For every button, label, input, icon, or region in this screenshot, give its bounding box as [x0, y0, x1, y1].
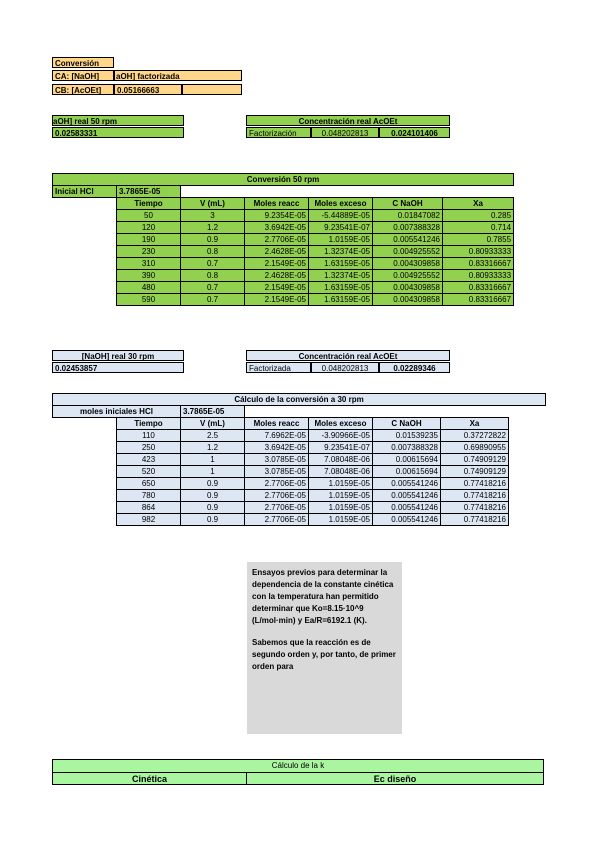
conversion-50-header-row — [53, 198, 514, 210]
note-paragraph-1: Ensayos previos para determinar la dependencia de la constante cinética con la temperatura han permitido determinar que Ko=8.15·10^9 (L/mol·min) y Ea/R=6192.1 (K). — [252, 568, 394, 625]
row-spacer — [509, 478, 546, 490]
table-cell: 2.7706E-05 — [245, 490, 309, 502]
acoet-50-value: 0.024101406 — [379, 127, 450, 138]
table-cell: 1.0159E-05 — [309, 234, 373, 246]
table-cell: 0.9 — [181, 490, 245, 502]
table-cell: 0.80933333 — [443, 246, 514, 258]
table-cell: 7.6962E-05 — [245, 430, 309, 442]
table-cell: 1.0159E-05 — [309, 490, 373, 502]
table-cell: 0.01539235 — [373, 430, 441, 442]
table-cell: 250 — [117, 442, 181, 454]
initial-hcl-value: 3.7865E-05 — [117, 186, 181, 198]
table-cell: 0.37272822 — [441, 430, 509, 442]
table-row — [53, 258, 514, 270]
table-row — [53, 478, 546, 490]
table-cell: 1.63159E-05 — [309, 282, 373, 294]
table-cell: 1 — [181, 466, 245, 478]
row-spacer — [53, 258, 117, 270]
table-cell: 2.1549E-05 — [245, 294, 309, 306]
table-cell: 0.00615694 — [373, 466, 441, 478]
cb-value: 0.05166663 — [114, 84, 182, 95]
table-row — [53, 454, 546, 466]
row-spacer — [53, 490, 117, 502]
table-cell: 0.74909129 — [441, 466, 509, 478]
header-volumen: V (mL) — [181, 198, 245, 210]
row-spacer — [509, 442, 546, 454]
table-cell: 1 — [181, 454, 245, 466]
table-cell: 0.005541246 — [373, 490, 441, 502]
conversion-30-table — [52, 393, 546, 526]
table-cell: 190 — [117, 234, 181, 246]
table-cell: 0.8 — [181, 246, 245, 258]
acoet-30-title: Concentración real AcOEt — [246, 350, 450, 361]
table-cell: 0.004309858 — [373, 294, 443, 306]
table-cell: 423 — [117, 454, 181, 466]
acoet-30-factor: 0.048202813 — [311, 362, 379, 373]
table-cell: 982 — [117, 514, 181, 526]
table-cell: 3.0785E-05 — [245, 466, 309, 478]
acoet-50-title: Concentración real AcOEt — [246, 115, 450, 126]
table-cell: 0.7855 — [443, 234, 514, 246]
row-spacer — [53, 294, 117, 306]
conversion-50-title: Conversión 50 rpm — [53, 174, 514, 186]
table-cell: 230 — [117, 246, 181, 258]
table-row — [53, 246, 514, 258]
conversion-50-table — [52, 173, 514, 306]
table-row — [53, 490, 546, 502]
table-cell: 390 — [117, 270, 181, 282]
table-cell: 0.7 — [181, 294, 245, 306]
row-spacer — [509, 454, 546, 466]
ca-label: CA: [NaOH] — [52, 70, 114, 81]
table-cell: 3.6942E-05 — [245, 222, 309, 234]
table-cell: 9.2354E-05 — [245, 210, 309, 222]
header-moles-reacc: Moles reacc — [245, 198, 309, 210]
table-cell: 1.2 — [181, 442, 245, 454]
table-cell: 1.63159E-05 — [309, 294, 373, 306]
row-spacer — [53, 502, 117, 514]
table-cell: 0.285 — [443, 210, 514, 222]
table-cell: 0.01847082 — [373, 210, 443, 222]
table-cell: 0.80933333 — [443, 270, 514, 282]
table-cell: 0.007388328 — [373, 442, 441, 454]
table-cell: 0.77418216 — [441, 514, 509, 526]
row-spacer — [53, 246, 117, 258]
naoh-30-value: 0.02453857 — [52, 362, 184, 373]
table-cell: 520 — [117, 466, 181, 478]
table-cell: 310 — [117, 258, 181, 270]
table-row — [53, 270, 514, 282]
table-cell: 2.1549E-05 — [245, 258, 309, 270]
table-row — [53, 282, 514, 294]
row-spacer — [509, 490, 546, 502]
table-row — [53, 294, 514, 306]
table-row — [53, 222, 514, 234]
row-spacer — [53, 222, 117, 234]
note-paragraph-2: Sabemos que la reacción es de segundo orden y, por tanto, de primer orden para — [252, 638, 396, 671]
table-cell: 780 — [117, 490, 181, 502]
table-cell: 480 — [117, 282, 181, 294]
row-spacer — [53, 210, 117, 222]
k-calc-section — [52, 759, 544, 785]
table-row — [53, 234, 514, 246]
table-cell: 1.32374E-05 — [309, 270, 373, 282]
table-cell: 0.77418216 — [441, 490, 509, 502]
table-cell: 0.77418216 — [441, 478, 509, 490]
acoet-50-factor: 0.048202813 — [311, 127, 379, 138]
table-cell: 1.0159E-05 — [309, 514, 373, 526]
table-cell: 0.00615694 — [373, 454, 441, 466]
table-cell: 864 — [117, 502, 181, 514]
table-cell: 0.9 — [181, 514, 245, 526]
header-moles-reacc: Moles reacc — [245, 418, 309, 430]
row-spacer — [53, 514, 117, 526]
moles-iniciales-value: 3.7865E-05 — [181, 406, 245, 418]
ca-value: aOH] factorizada — [114, 70, 242, 81]
table-row — [53, 210, 514, 222]
table-row — [53, 430, 546, 442]
table-cell: 0.005541246 — [373, 478, 441, 490]
table-cell: 2.1549E-05 — [245, 282, 309, 294]
header-tiempo: Tiempo — [117, 418, 181, 430]
header-moles-exceso: Moles exceso — [309, 418, 373, 430]
acoet-30-value: 0.02289346 — [379, 362, 450, 373]
k-calc-cinetica: Cinética — [53, 773, 247, 785]
table-cell: 590 — [117, 294, 181, 306]
cb-empty-cell — [182, 84, 242, 95]
table-row — [53, 514, 546, 526]
k-calc-ec-diseno: Ec diseño — [373, 774, 417, 784]
row-spacer — [53, 270, 117, 282]
cb-label: CB: [AcOEt] — [52, 84, 114, 95]
table-row — [53, 502, 546, 514]
table-cell: 0.9 — [181, 502, 245, 514]
row-spacer — [509, 466, 546, 478]
header-moles-exceso: Moles exceso — [309, 198, 373, 210]
row-spacer — [53, 478, 117, 490]
table-cell: 0.74909129 — [441, 454, 509, 466]
table-cell: 0.83316667 — [443, 258, 514, 270]
table-cell: 3 — [181, 210, 245, 222]
acoet-30-label: Factorizada — [246, 362, 311, 373]
moles-iniciales-label: moles iniciales HCl — [53, 406, 181, 418]
table-cell: 0.8 — [181, 270, 245, 282]
table-cell: 3.6942E-05 — [245, 442, 309, 454]
table-cell: 0.83316667 — [443, 294, 514, 306]
table-cell: -3.90966E-05 — [309, 430, 373, 442]
table-cell: 0.005541246 — [373, 234, 443, 246]
table-cell: 0.83316667 — [443, 282, 514, 294]
row-spacer — [53, 466, 117, 478]
table-cell: 1.32374E-05 — [309, 246, 373, 258]
table-cell: 0.9 — [181, 234, 245, 246]
header-c-naoh: C NaOH — [373, 418, 441, 430]
table-row — [53, 466, 546, 478]
table-cell: 110 — [117, 430, 181, 442]
row-spacer — [53, 442, 117, 454]
table-cell: 2.4628E-05 — [245, 270, 309, 282]
table-cell: 2.5 — [181, 430, 245, 442]
table-cell: 0.005541246 — [373, 514, 441, 526]
table-cell: 0.7 — [181, 258, 245, 270]
table-cell: 0.004925552 — [373, 270, 443, 282]
table-cell: 2.7706E-05 — [245, 502, 309, 514]
table-cell: 0.69890955 — [441, 442, 509, 454]
conversion-30-title: Cálculo de la conversión a 30 rpm — [53, 394, 546, 406]
row-spacer — [509, 430, 546, 442]
table-row — [53, 442, 546, 454]
table-cell: 1.63159E-05 — [309, 258, 373, 270]
conversion-30-header-row — [53, 418, 546, 430]
table-cell: 120 — [117, 222, 181, 234]
note-box — [247, 562, 402, 734]
header-tiempo: Tiempo — [117, 198, 181, 210]
header-xa: Xa — [443, 198, 514, 210]
naoh-30-label: [NaOH] real 30 rpm — [52, 350, 184, 361]
table-cell: 0.004309858 — [373, 282, 443, 294]
header-volumen: V (mL) — [181, 418, 245, 430]
table-cell: 3.0785E-05 — [245, 454, 309, 466]
table-cell: 0.005541246 — [373, 502, 441, 514]
table-cell: 7.08048E-06 — [309, 466, 373, 478]
table-cell: 2.4628E-05 — [245, 246, 309, 258]
row-spacer — [53, 430, 117, 442]
header-xa: Xa — [441, 418, 509, 430]
row-spacer — [53, 454, 117, 466]
table-cell: 2.7706E-05 — [245, 514, 309, 526]
table-cell: 1.2 — [181, 222, 245, 234]
table-cell: 0.714 — [443, 222, 514, 234]
table-cell: 0.7 — [181, 282, 245, 294]
table-cell: 0.004309858 — [373, 258, 443, 270]
naoh-50-value: 0.02583331 — [52, 127, 184, 138]
row-spacer — [53, 234, 117, 246]
table-cell: 1.0159E-05 — [309, 502, 373, 514]
initial-hcl-label: Inicial HCl — [53, 186, 117, 198]
table-cell: -5.44889E-05 — [309, 210, 373, 222]
table-cell: 0.004925552 — [373, 246, 443, 258]
table-cell: 1.0159E-05 — [309, 478, 373, 490]
table-cell: 2.7706E-05 — [245, 478, 309, 490]
table-cell: 50 — [117, 210, 181, 222]
table-cell: 9.23541E-07 — [309, 442, 373, 454]
row-spacer — [53, 282, 117, 294]
table-cell: 650 — [117, 478, 181, 490]
row-spacer — [509, 514, 546, 526]
table-cell: 0.007388328 — [373, 222, 443, 234]
k-calc-title: Cálculo de la k — [53, 760, 543, 773]
conversion-title: Conversión — [52, 57, 114, 68]
table-cell: 7.08048E-06 — [309, 454, 373, 466]
table-cell: 0.9 — [181, 478, 245, 490]
table-cell: 9.23541E-07 — [309, 222, 373, 234]
row-spacer — [509, 502, 546, 514]
header-c-naoh: C NaOH — [373, 198, 443, 210]
naoh-50-label: aOH] real 50 rpm — [52, 115, 184, 126]
acoet-50-label: Factorización — [246, 127, 311, 138]
table-cell: 2.7706E-05 — [245, 234, 309, 246]
table-cell: 0.77418216 — [441, 502, 509, 514]
